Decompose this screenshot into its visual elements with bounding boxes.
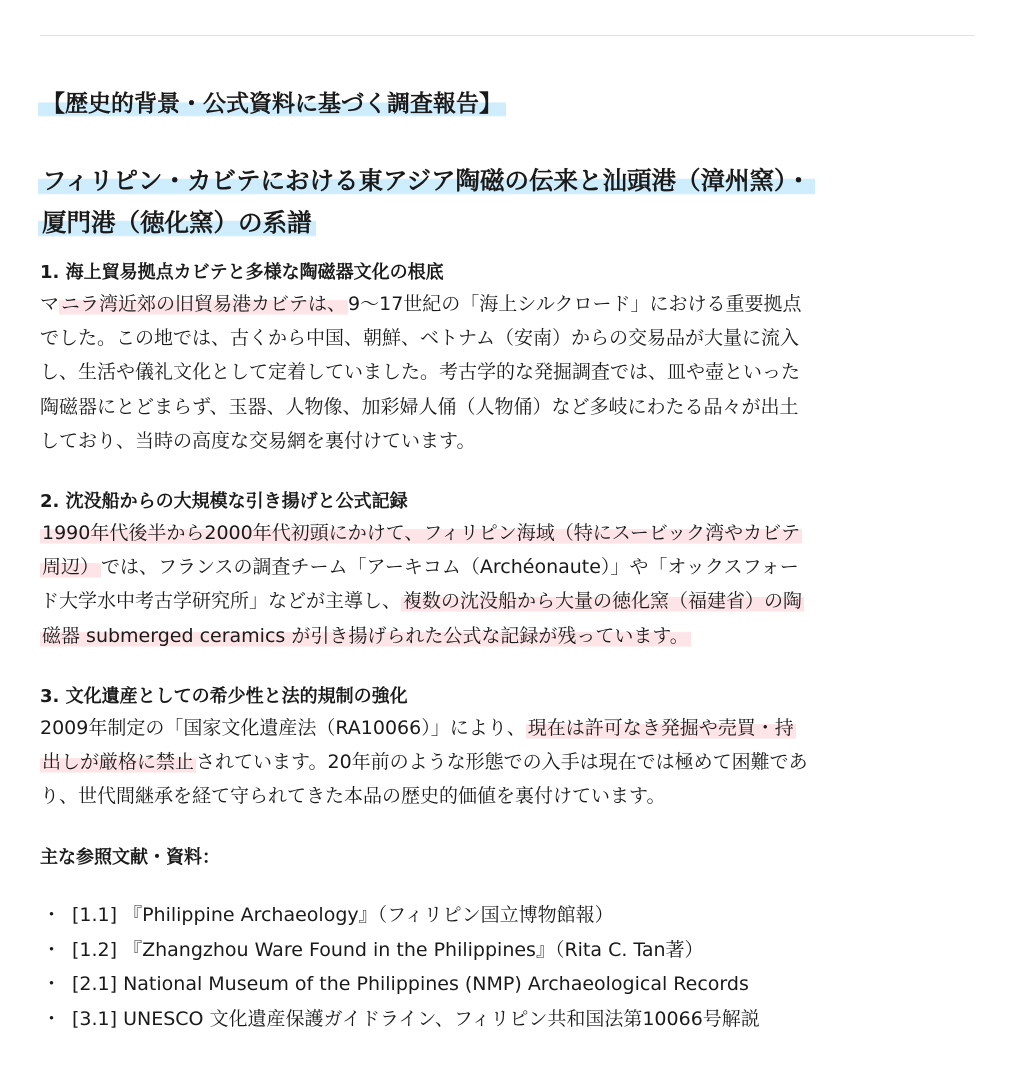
reference-item <box>40 898 760 933</box>
reference-text: [3.1] UNESCO 文化遺産保護ガイドライン、フィリピン共和国法第10066号解説 <box>72 1007 760 1030</box>
references-heading: 主な参照文献・資料： <box>40 847 220 868</box>
reference-text: [1.1] 『Philippine Archaeology』（フィリピン国立博物館報） <box>72 904 614 926</box>
top-divider <box>40 35 975 36</box>
highlighted-text: 1990年代後半から2000年代初頭にかけて、フィリピン海域（特にスービック湾やカビテ <box>42 522 801 544</box>
section-2-heading: 2. 沈没船からの大規模な引き揚げと公式記録 <box>40 491 408 512</box>
report-label <box>40 84 504 124</box>
section-3-heading: 3. 文化遺産としての希少性と法的規制の強化 <box>40 686 408 707</box>
section-3-line <box>40 745 975 779</box>
section-3-line <box>40 711 975 745</box>
section-3-body <box>40 711 975 814</box>
title-line-1 <box>40 160 975 202</box>
section-1-line <box>40 287 975 321</box>
document-title <box>40 160 975 244</box>
section-2 <box>40 488 975 653</box>
highlighted-text: 磁器 submerged ceramics が引き揚げられた公式な記録が残っています。 <box>42 624 689 647</box>
section-1-body <box>40 287 975 458</box>
section-1-line: 陶磁器にとどまらず、玉器、人物像、加彩婦人俑（人物俑）など多岐にわたる品々が出土 <box>40 395 799 418</box>
reference-text: [1.2] 『Zhangzhou Ware Found in the Philippines』（Rita C. Tan著） <box>72 938 704 961</box>
section-3 <box>40 683 975 814</box>
title-line-2-text: 厦門港（徳化窯）の系譜 <box>38 208 316 237</box>
text-fragment: 2009年制定の「国家文化遺産法（RA10066）」により、 <box>40 717 526 739</box>
title-line-2 <box>40 202 975 244</box>
section-1-line: しており、当時の高度な交易網を裏付けています。 <box>40 429 476 452</box>
text-fragment: では、フランスの調査チーム「アーキコム（Archéonaute）」や「オックスフォー <box>101 556 799 579</box>
text-fragment: ド大学水中考古学研究所」などが主導し、 <box>40 590 402 613</box>
section-3-line: り、世代間継承を経て守られてきた本品の歴史的価値を裏付けています。 <box>40 785 666 808</box>
text-fragment: 9〜17世紀の「海上シルクロード」における重要拠点 <box>348 293 802 315</box>
bullet-icon: ・ <box>42 1007 62 1030</box>
highlighted-text: ニラ湾近郊の旧貿易港カビテは、 <box>61 293 347 315</box>
references-list <box>40 898 760 1036</box>
text-fragment: マ <box>40 293 60 315</box>
section-1-heading: 1. 海上貿易拠点カビテと多様な陶磁器文化の根底 <box>40 262 444 283</box>
reference-item <box>40 933 760 968</box>
section-2-line <box>40 516 975 550</box>
text-fragment: されています。20年前のような形態での入手は現在では極めて困難であ <box>196 751 808 774</box>
highlighted-text: 周辺） <box>42 556 100 579</box>
bullet-icon: ・ <box>42 904 62 926</box>
highlighted-text: 現在は許可なき発掘や売買・持 <box>527 717 794 739</box>
report-label-text: 【歴史的背景・公式資料に基づく調査報告】 <box>38 91 506 117</box>
section-1-line: し、生活や儀礼文化として定着していました。考古学的な発掘調査では、皿や壺といった <box>40 361 801 384</box>
section-2-line <box>40 619 975 653</box>
reference-text: [2.1] National Museum of the Philippines (NMP) Archaeological Records <box>72 973 749 995</box>
reference-item <box>40 967 760 1002</box>
section-2-body <box>40 516 975 653</box>
section-2-line <box>40 550 975 584</box>
reference-item <box>40 1002 760 1037</box>
title-line-1-text: フィリピン・カビテにおける東アジア陶磁の伝来と汕頭港（漳州窯）・ <box>38 166 815 195</box>
highlighted-text: 出しが厳格に禁止 <box>42 751 195 774</box>
section-1-line: でした。この地では、古くから中国、朝鮮、ベトナム（安南）からの交易品が大量に流入 <box>40 327 800 350</box>
bullet-icon: ・ <box>42 938 62 961</box>
report-page <box>40 0 975 1080</box>
bullet-icon: ・ <box>42 973 62 995</box>
section-1 <box>40 259 975 458</box>
section-2-line <box>40 584 975 618</box>
highlighted-text: 複数の沈没船から大量の徳化窯（福建省）の陶 <box>403 590 803 613</box>
